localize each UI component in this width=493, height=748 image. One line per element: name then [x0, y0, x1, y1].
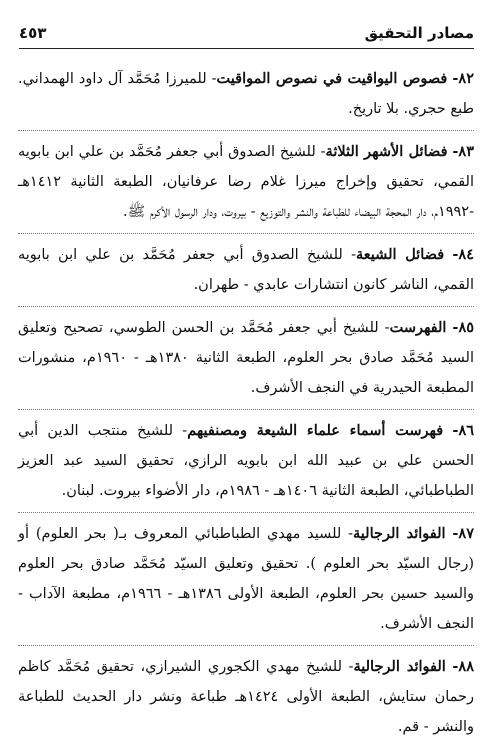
entry-title: فضائل الشيعة: [355, 246, 445, 263]
entry-body: - للشيخ مهدي الكجوري الشيرازي، تحقيق مُحَمَّد كاظم رحمان ستايش، الطبعة الأولى ١٤٢٤هـ طباعة ونشر دار الحديث للطباعة والنشر - قم.: [18, 659, 474, 735]
entry-text: [18, 652, 474, 742]
entry-number: ٨٥-: [452, 319, 475, 336]
bibliography-entry-82: [18, 58, 474, 131]
entry-number: ٨٢-: [452, 70, 474, 87]
entry-text: [18, 240, 474, 300]
bibliography-list: [18, 58, 474, 748]
bibliography-entry-83: [18, 131, 474, 234]
entry-text: [18, 519, 474, 639]
entry-text: [18, 416, 474, 506]
entry-title: فهرست أسماء علماء الشيعة ومصنفيهم: [187, 422, 444, 439]
running-title: مصادر التحقيق: [364, 24, 474, 42]
bibliography-entry-84: [18, 234, 474, 307]
entry-text: [18, 137, 474, 227]
entry-text: [18, 313, 474, 403]
entry-title: فصوص اليواقيت في نصوص المواقيت: [216, 70, 448, 87]
entry-number: ٨٣-: [452, 143, 474, 160]
entry-title: الفوائد الرجالية: [353, 525, 446, 542]
bibliography-entry-86: [18, 410, 474, 513]
entry-text: [18, 64, 474, 124]
running-header: [19, 22, 474, 49]
entry-body: - للميرزا مُحَمَّد آل داود الهمداني. طبع حجري. بلا تاريخ.: [18, 71, 474, 117]
entry-title: الفهرست: [389, 319, 447, 336]
entry-body: - للشيخ أبي جعفر مُحَمَّد بن الحسن الطوسي، تصحيح وتعليق السيد مُحَمَّد صادق بحر العلوم، الطبعة الثانية ١٣٨٠هـ - ١٩٦٠م، منشورات المطبعة الحيدرية في النجف الأشرف.: [18, 320, 474, 396]
entry-body: - للسيد مهدي الطباطبائي المعروف بـ( بحر العلوم) أو (رجال السيّد بحر العلوم ). تحقيق وتعليق السيّد مُحَمَّد صادق بحر العلوم والسيد حسين بحر العلوم، الطبعة الأولى ١٣٨٦هـ - ١٩٦٦م، مطبعة الآداب - النجف الأشرف.: [18, 526, 475, 632]
entry-number: ٨٨-: [452, 658, 474, 675]
bibliography-entry-87: [18, 513, 474, 646]
entry-number: ٨٤-: [452, 246, 474, 263]
entry-body: - للشيخ الصدوق أبي جعفر مُحَمَّد بن علي ابن بابويه القمي، الناشر كانون انتشارات عابدي - طهران.: [18, 247, 474, 293]
page-number: ٤٥٣: [19, 24, 47, 42]
entry-number: ٨٧-: [452, 525, 474, 542]
entry-body: - للشيخ الصدوق أبي جعفر مُحَمَّد بن علي ابن بابويه القمي، تحقيق وإخراج ميرزا غلام رضا عرفانيان، الطبعة الثانية ١٤١٢هـ -١٩٩٢م، دار المحجة البيضاء للطباعة والنشر والتوزيع - بيروت، ودار الرسول الأكرم ﷺ.: [18, 144, 474, 220]
entry-title: فضائل الأشهر الثلاثة: [325, 143, 448, 160]
bibliography-entry-85: [18, 307, 474, 410]
entry-title: الفوائد الرجالية: [353, 658, 446, 675]
bibliography-entry-88: [18, 646, 474, 748]
entry-number: ٨٦-: [452, 422, 475, 439]
entry-body: - للشيخ منتجب الدين أبي الحسن علي بن عبيد الله ابن بابويه الرازي، تحقيق السيد عبد العزيز الطباطبائي، الطبعة الثانية ١٤٠٦هـ - ١٩٨٦م، دار الأضواء بيروت. لبنان.: [18, 423, 474, 499]
